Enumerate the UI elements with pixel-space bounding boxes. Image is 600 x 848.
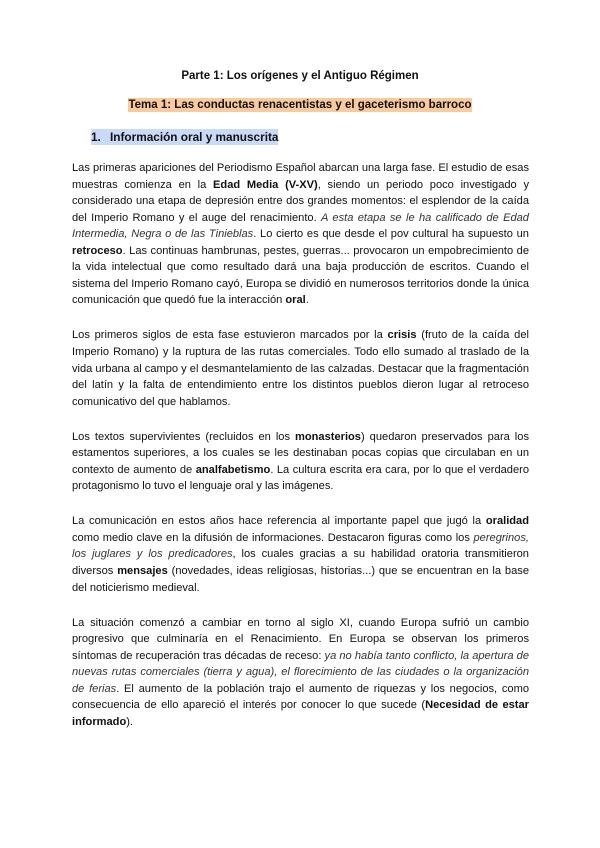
italic-text: peregrinos, los juglares y los predicadores	[72, 531, 529, 561]
section-number: 1.	[91, 130, 101, 144]
section-heading	[91, 129, 278, 145]
paragraph	[72, 327, 529, 410]
bold-text: analfabetismo	[195, 463, 271, 476]
italic-text: A esta etapa se le ha calificado de Edad Intermedia, Negra o de las Tinieblas	[72, 211, 529, 241]
text-run: como medio clave en la difusión de informaciones. Destacaron figuras como los	[72, 531, 474, 544]
text-run: ) quedaron preservados para los estamentos superiores, a los cuales se les destinaban pocas copias que circulaban en un contexto de aumento de	[72, 430, 529, 476]
text-run: . El aumento de la población trajo el aumento de riquezas y los negocios, como consecuencia de ello apareció el interés por conocer lo que sucede (	[72, 682, 529, 712]
text-run: .	[305, 294, 309, 307]
document-body	[72, 160, 529, 749]
italic-text: ya no había tanto conflicto, la apertura de nuevas rutas comerciales (tierra y agua), el florecimiento de las ciudades o la organización de ferias	[72, 649, 530, 695]
text-run: Las primeras apariciones del Periodismo Español abarcan una larga fase. El estudio de esas muestras comienza en la	[72, 162, 529, 191]
text-run: Los primeros siglos de esta fase estuvieron marcados por la	[72, 329, 388, 342]
bold-text: monasterios	[295, 430, 361, 443]
section-label: Información oral y manuscrita	[110, 130, 279, 144]
text-run: (novedades, ideas religiosas, historias...) que se encuentran en la base del noticierismo medieval.	[72, 564, 529, 594]
text-run: , los cuales gracias a su habilidad oratoria transmitieron diversos	[72, 548, 529, 577]
text-run: . Las continuas hambrunas, pestes, guerras... provocaron un empobrecimiento de la vida intelectual que como resultado dará una baja producción de escritos. Cuando el sistema del Imperio Romano cayó, Europa se dividió en numerosos territorios donde la única comunicación que quedó fue la interacción	[72, 244, 529, 307]
text-run: , siendo un periodo poco investigado y considerado una etapa de depresión entre dos grandes momentos: el esplendor de la caída del Imperio Romano y el auge del renacimiento.	[72, 178, 529, 224]
bold-text: oral	[285, 294, 306, 307]
bold-text: Necesidad de estar informado	[72, 699, 529, 728]
page-title: Parte 1: Los orígenes y el Antiguo Régimen	[181, 70, 419, 82]
bold-text: mensajes	[117, 564, 168, 577]
text-run: La comunicación en estos años hace referencia al importante papel que jugó la	[72, 515, 486, 528]
paragraph	[72, 429, 529, 495]
topic-heading-text: Tema 1: Las conductas renacentistas y el gaceterismo barroco	[128, 99, 472, 111]
paragraph	[72, 513, 529, 596]
paragraph	[72, 160, 529, 309]
bold-text: oralidad	[485, 515, 529, 528]
text-run: ).	[126, 715, 134, 728]
text-run: . Lo cierto es que desde el pov cultural ha supuesto un	[253, 228, 529, 241]
text-run: (fruto de la caída del Imperio Romano) y la ruptura de las rutas comerciales. Todo ello sumado al traslado de la vida urbana al campo y el desmantelamiento de las calzadas. Destacar que la fragmentación del latín y la falta de entendimiento entre los distintos pueblos dieron lugar al retroceso comunicativo del que hablamos.	[72, 329, 529, 408]
bold-text: crisis	[387, 329, 417, 342]
topic-heading	[0, 99, 600, 111]
text-run: Los textos supervivientes (recluidos en los	[72, 430, 296, 443]
text-run: La situación comenzó a cambiar en torno al siglo XI, cuando Europa sufrió un cambio progresivo que culminaría en el Renacimiento. En Europa se observan los primeros síntomas de recuperación tras décadas de receso:	[72, 616, 529, 662]
bold-text: Edad Media (V-XV)	[213, 178, 318, 191]
paragraph	[72, 615, 529, 731]
text-run: . La cultura escrita era cara, por lo que el verdadero protagonismo lo tuvo el lenguaje oral y las imágenes.	[72, 463, 529, 493]
bold-text: retroceso	[72, 244, 123, 257]
